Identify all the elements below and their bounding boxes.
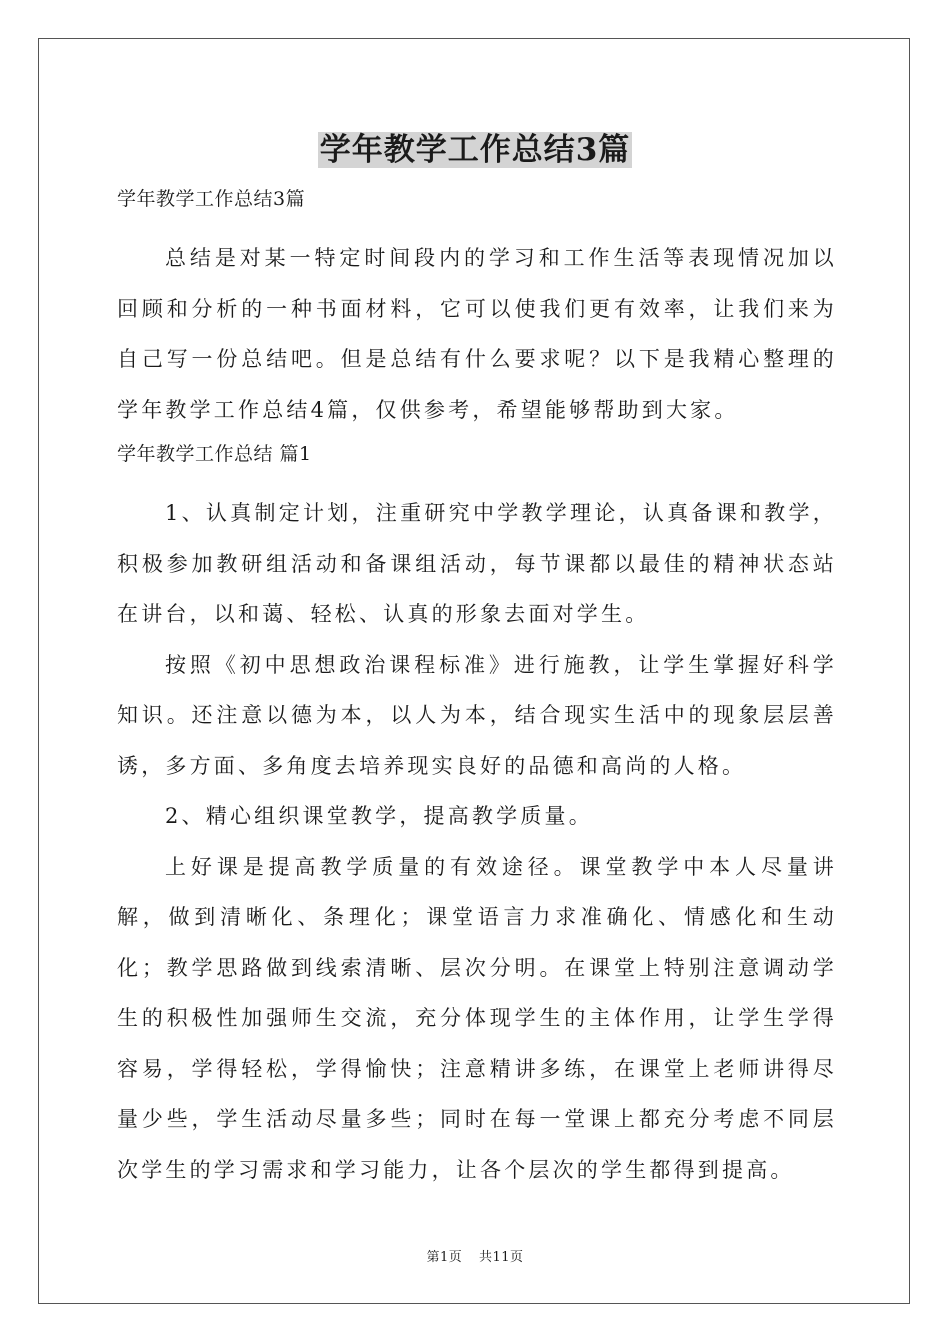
- page-total: 共11页: [478, 1250, 524, 1265]
- document-title-text: 学年教学工作总结3篇: [319, 132, 631, 168]
- document-title: [0, 128, 950, 172]
- body-paragraph-2: 按照《初中思想政治课程标准》进行施教，让学生掌握好科学知识。还注意以德为本，以人为本，结合现实生活中的现象层层善诱，多方面、多角度去培养现实良好的品德和高尚的人格。: [117, 652, 837, 778]
- section-heading: 学年教学工作总结 篇1: [117, 443, 312, 466]
- page-footer: [0, 1246, 950, 1265]
- body-paragraph-4: 上好课是提高教学质量的有效途径。课堂教学中本人尽量讲解，做到清晰化、条理化；课堂语言力求准确化、情感化和生动化；教学思路做到线索清晰、层次分明。在课堂上特别注意调动学生的积极性加强师生交流，充分体现学生的主体作用，让学生学得容易，学得轻松，学得愉快；注意精讲多练，在课堂上老师讲得尽量少些，学生活动尽量多些；同时在每一堂课上都充分考虑不同层次学生的学习需求和学习能力，让各个层次的学生都得到提高。: [117, 854, 837, 1182]
- page-number: 第1页: [426, 1250, 463, 1265]
- document-body: [117, 180, 837, 1195]
- intro-paragraph: 总结是对某一特定时间段内的学习和工作生活等表现情况加以回顾和分析的一种书面材料，它可以使我们更有效率，让我们来为自己写一份总结吧。但是总结有什么要求呢？以下是我精心整理的学年教学工作总结4篇，仅供参考，希望能够帮助到大家。: [117, 246, 837, 422]
- subtitle-line: 学年教学工作总结3篇: [117, 188, 306, 210]
- body-paragraph-1: 1、认真制定计划，注重研究中学教学理论，认真备课和教学，积极参加教研组活动和备课组活动，每节课都以最佳的精神状态站在讲台，以和蔼、轻松、认真的形象去面对学生。: [117, 501, 837, 627]
- body-paragraph-3: 2、精心组织课堂教学，提高教学质量。: [165, 804, 593, 829]
